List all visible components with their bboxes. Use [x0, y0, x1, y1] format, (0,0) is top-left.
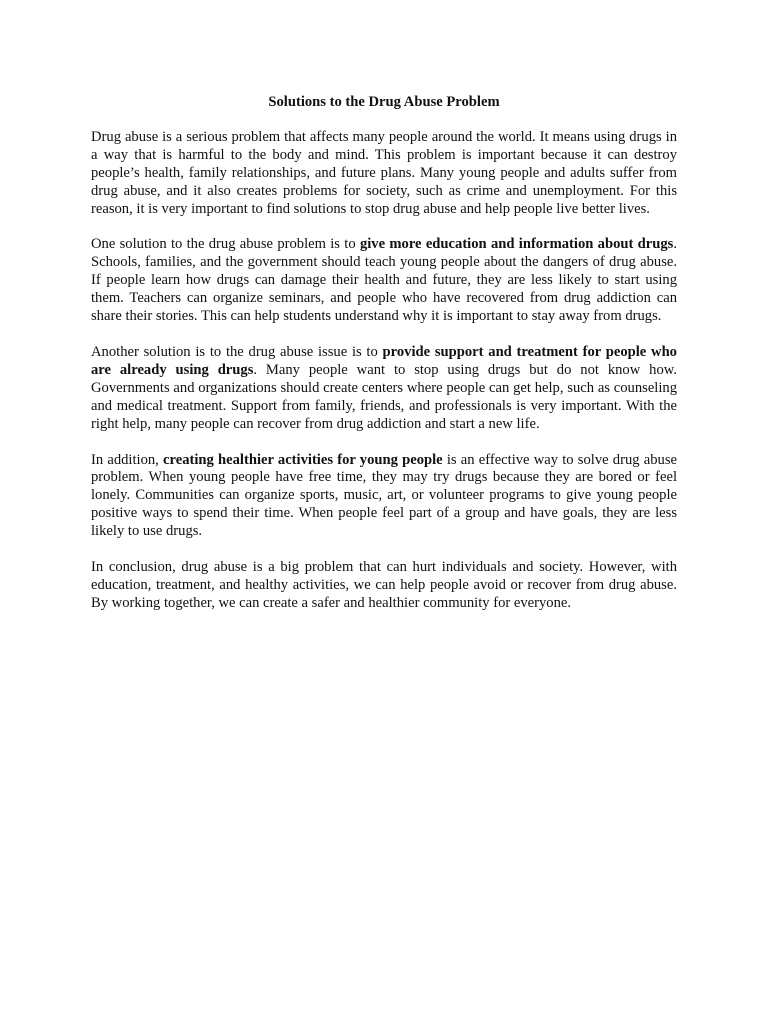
paragraph-conclusion [91, 559, 677, 613]
paragraph-support [91, 344, 677, 434]
paragraph-text: Another solution is to the drug abuse issue is to [91, 343, 383, 360]
paragraph-introduction [91, 129, 677, 219]
paragraph-highlight: creating healthier activities for young people [163, 451, 443, 468]
paragraph-highlight: provide support and treatment for people who are already using drugs [91, 343, 677, 378]
paragraph-text: One solution to the drug abuse problem is to [91, 236, 360, 253]
paragraph-text: In addition, [91, 451, 164, 468]
paragraph-text: In conclusion, drug abuse is a big problem that can hurt individuals and society. However, with education, treatment, and healthy activities, we can help people avoid or recover from drug abuse. By working together, we can create a safer and healthier community for everyone. [91, 559, 677, 611]
paragraph-activities [91, 452, 677, 542]
paragraph-text: . Many people want to stop using drugs but do not know how. Governments and organizations should create centers where people can get help, such as counseling and medical treatment. Support from family, friends, and professionals is very important. With the right help, many people can recover from drug addiction and start a new life. [91, 361, 677, 432]
paragraph-highlight: give more education and information about drugs [359, 236, 674, 253]
paragraph-text: . Schools, families, and the government should teach young people about the dangers of drug abuse. If people learn how drugs can damage their health and future, they are less likely to start using them. Teachers can organize seminars, and people who have recovered from drug addiction can share their stories. This can help students understand why it is important to stay away from drugs. [91, 236, 677, 325]
paragraph-education [91, 236, 677, 326]
paragraph-text: Drug abuse is a serious problem that affects many people around the world. It means using drugs in a way that is harmful to the body and mind. This problem is important because it can destroy people’s health, family relationships, and future plans. Many young people and adults suffer from drug abuse, and it also creates problems for society, such as crime and unemployment. For this reason, it is very important to find solutions to stop drug abuse and help people live better lives. [91, 128, 677, 217]
document-title: Solutions to the Drug Abuse Problem [268, 94, 500, 110]
paragraph-text: is an effective way to solve drug abuse problem. When young people have free time, they may try drugs because they are bored or feel lonely. Communities can organize sports, music, art, or volunteer programs to give young people positive ways to spend their time. When people feel part of a group and have goals, they are less likely to use drugs. [91, 451, 677, 540]
